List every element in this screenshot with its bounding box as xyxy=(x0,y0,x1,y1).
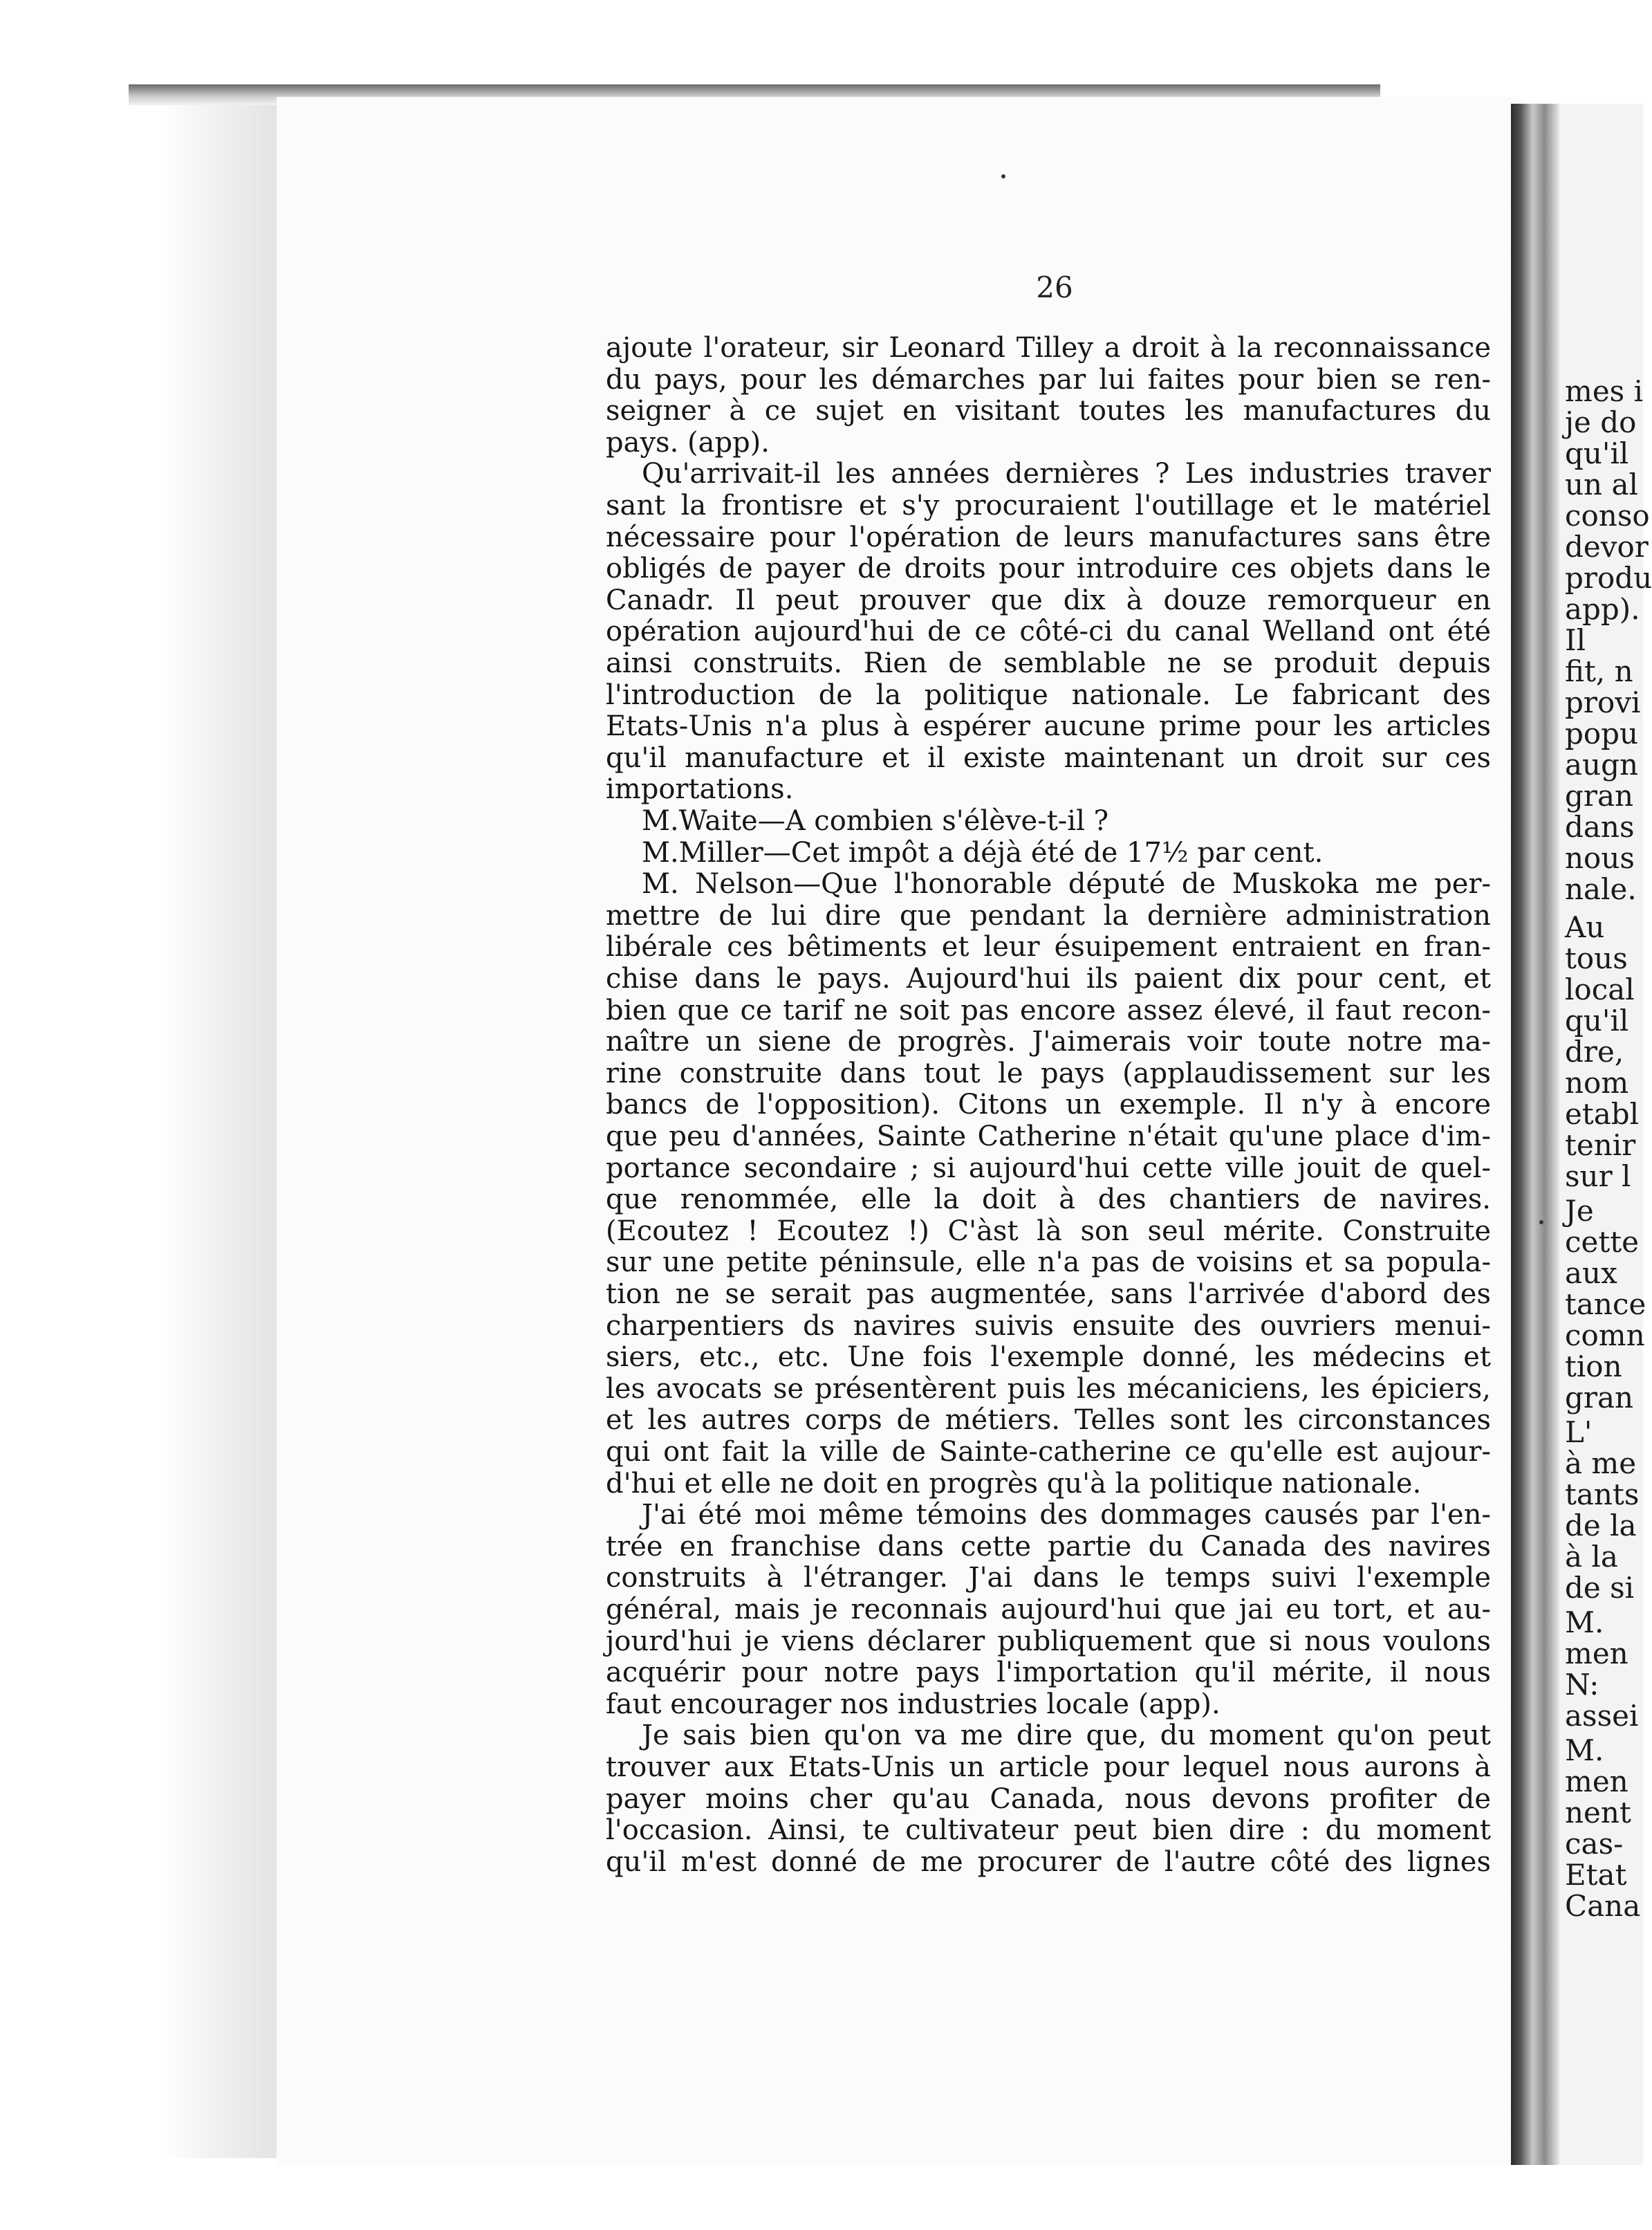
facing-text-fragment: nom xyxy=(1565,1066,1629,1100)
text-line: bancs de l'opposition). Citons un exemple. Il n'y à encore xyxy=(606,1089,1491,1121)
facing-text-fragment: nale. xyxy=(1565,872,1637,906)
text-line: l'introduction de la politique nationale. Le fabricant des xyxy=(606,679,1491,711)
facing-text-fragment: dre, xyxy=(1565,1035,1624,1069)
facing-text-fragment: fit, n xyxy=(1565,654,1633,688)
facing-text-fragment: M. xyxy=(1565,1605,1604,1639)
text-line: que renommée, elle la doit à des chantiers de navires. xyxy=(606,1183,1491,1215)
facing-text-fragment: assei xyxy=(1565,1699,1639,1733)
facing-text-fragment: tenir xyxy=(1565,1128,1636,1162)
text-line: sant la frontisre et s'y procuraient l'outillage et le matériel xyxy=(606,490,1491,522)
text-line: faut encourager nos industries locale (app). xyxy=(606,1688,1221,1720)
facing-text-fragment: de la xyxy=(1565,1509,1637,1542)
text-line: qui ont fait la ville de Sainte-catherine ce qu'elle est aujour- xyxy=(606,1436,1491,1468)
text-line: Canadr. Il peut prouver que dix à douze remorqueur en xyxy=(606,584,1491,616)
facing-text-fragment: à la xyxy=(1565,1540,1618,1574)
text-line: du pays, pour les démarches par lui faites pour bien se ren- xyxy=(606,364,1491,396)
text-line: d'hui et elle ne doit en progrès qu'à la politique nationale. xyxy=(606,1468,1422,1500)
left-page-edge xyxy=(111,104,284,2158)
facing-text-fragment: devor xyxy=(1565,530,1649,564)
facing-text-fragment: Au xyxy=(1565,910,1605,944)
facing-text-fragment: etabl xyxy=(1565,1097,1640,1131)
facing-text-fragment: un al xyxy=(1565,468,1638,501)
facing-text-fragment: mes i xyxy=(1565,374,1644,408)
text-line: seigner à ce sujet en visitant toutes les manufactures du xyxy=(606,395,1491,427)
facing-text-fragment: tance xyxy=(1565,1287,1646,1321)
text-line: charpentiers ds navires suivis ensuite des ouvriers menui- xyxy=(606,1310,1491,1342)
text-line: trée en franchise dans cette partie du Canada des navires xyxy=(606,1531,1491,1563)
facing-text-fragment: gran xyxy=(1565,779,1634,813)
facing-text-fragment: M. xyxy=(1565,1733,1604,1767)
text-line: opération aujourd'hui de ce côté-ci du canal Welland ont été xyxy=(606,616,1491,647)
text-line: M. Nelson—Que l'honorable député de Muskoka me per- xyxy=(642,868,1491,900)
facing-text-fragment: à me xyxy=(1565,1446,1637,1480)
text-line: qu'il m'est donné de me procurer de l'autre côté des lignes xyxy=(606,1846,1491,1878)
text-line: Je sais bien qu'on va me dire que, du moment qu'on peut xyxy=(642,1720,1491,1751)
text-line: J'ai été moi même témoins des dommages causés par l'en- xyxy=(642,1499,1491,1531)
facing-text-fragment: nous xyxy=(1565,841,1635,875)
text-line: M.Miller—Cet impôt a déjà été de 17½ par cent. xyxy=(642,837,1324,869)
facing-text-fragment: provi xyxy=(1565,685,1641,719)
text-line: rine construite dans tout le pays (applaudissement sur les xyxy=(606,1058,1491,1089)
facing-text-fragment: N: xyxy=(1565,1668,1599,1702)
text-line: les avocats se présentèrent puis les mécaniciens, les épiciers, xyxy=(606,1373,1491,1405)
facing-text-fragment: Il xyxy=(1565,623,1586,657)
text-line: Qu'arrivait-il les années dernières ? Les industries traver xyxy=(642,458,1491,490)
book-binding xyxy=(1511,104,1559,2165)
page-number: 26 xyxy=(1036,270,1073,304)
text-line: (Ecoutez ! Ecoutez !) C'àst là son seul mérite. Construite xyxy=(606,1215,1491,1247)
text-line: qu'il manufacture et il existe maintenant un droit sur ces xyxy=(606,742,1491,774)
text-line: libérale ces bêtiments et leur ésuipement entraient en fran- xyxy=(606,931,1491,963)
facing-text-fragment: qu'il xyxy=(1565,436,1629,470)
facing-text-fragment: je do xyxy=(1565,405,1637,439)
text-line: portance secondaire ; si aujourd'hui cette ville jouit de quel- xyxy=(606,1152,1491,1184)
facing-text-fragment: Je xyxy=(1565,1194,1594,1228)
facing-text-fragment: men xyxy=(1565,1637,1628,1670)
facing-text-fragment: L' xyxy=(1565,1415,1593,1449)
text-line: acquérir pour notre pays l'importation qu'il mérite, il nous xyxy=(606,1657,1491,1688)
facing-text-fragment: men xyxy=(1565,1764,1628,1798)
facing-text-fragment: conso xyxy=(1565,499,1650,533)
text-line: pays. (app). xyxy=(606,427,770,459)
text-line: et les autres corps de métiers. Telles sont les circonstances xyxy=(606,1404,1491,1436)
text-line: que peu d'années, Sainte Catherine n'était qu'une place d'im- xyxy=(606,1121,1491,1152)
text-line: Etats-Unis n'a plus à espérer aucune prime pour les articles xyxy=(606,710,1491,742)
text-line: nécessaire pour l'opération de leurs manufactures sans être xyxy=(606,522,1491,553)
scan-speck xyxy=(1001,174,1005,178)
facing-page xyxy=(1559,104,1652,2165)
text-line: M.Waite—A combien s'élève-t-il ? xyxy=(642,805,1109,837)
facing-text-fragment: nent xyxy=(1565,1796,1631,1830)
text-line: trouver aux Etats-Unis un article pour lequel nous aurons à xyxy=(606,1751,1491,1783)
text-line: chise dans le pays. Aujourd'hui ils paient dix pour cent, et xyxy=(606,963,1491,995)
text-line: construits à l'étranger. J'ai dans le temps suivi l'exemple xyxy=(606,1562,1491,1594)
text-line: ajoute l'orateur, sir Leonard Tilley a droit à la reconnaissance xyxy=(606,332,1491,364)
text-line: mettre de lui dire que pendant la dernière administration xyxy=(606,900,1491,932)
facing-text-fragment: tous xyxy=(1565,941,1628,975)
facing-text-fragment: sur l xyxy=(1565,1159,1631,1193)
facing-text-fragment: app). xyxy=(1565,592,1640,626)
text-line: général, mais je reconnais aujourd'hui que jai eu tort, et au- xyxy=(606,1594,1491,1625)
facing-text-fragment: cas- xyxy=(1565,1827,1624,1861)
text-line: siers, etc., etc. Une fois l'exemple donné, les médecins et xyxy=(606,1341,1491,1373)
facing-text-fragment: qu'il xyxy=(1565,1004,1629,1038)
facing-text-fragment: tion xyxy=(1565,1349,1622,1383)
facing-text-fragment: aux xyxy=(1565,1256,1617,1290)
facing-text-fragment: de si xyxy=(1565,1571,1635,1605)
facing-text-fragment: produ xyxy=(1565,561,1652,595)
text-line: importations. xyxy=(606,773,794,805)
facing-text-fragment: Etat xyxy=(1565,1858,1627,1892)
text-line: sur une petite péninsule, elle n'a pas de voisins et sa popula- xyxy=(606,1246,1491,1278)
text-line: tion ne se serait pas augmentée, sans l'arrivée d'abord des xyxy=(606,1278,1491,1310)
text-line: jourd'hui je viens déclarer publiquement que si nous voulons xyxy=(606,1625,1491,1657)
facing-text-fragment: gran xyxy=(1565,1381,1634,1415)
scan-speck xyxy=(1539,1220,1543,1224)
facing-text-fragment: dans xyxy=(1565,810,1635,844)
text-line: ainsi construits. Rien de semblable ne se produit depuis xyxy=(606,647,1491,679)
facing-text-fragment: popu xyxy=(1565,717,1639,750)
facing-text-fragment: comn xyxy=(1565,1318,1645,1352)
text-line: obligés de payer de droits pour introduire ces objets dans le xyxy=(606,553,1491,584)
text-line: l'occasion. Ainsi, te cultivateur peut bien dire : du moment xyxy=(606,1814,1491,1846)
text-line: bien que ce tarif ne soit pas encore assez élevé, il faut recon- xyxy=(606,995,1491,1026)
facing-text-fragment: augn xyxy=(1565,748,1639,782)
facing-text-fragment: cette xyxy=(1565,1225,1639,1259)
facing-text-fragment: local xyxy=(1565,973,1635,1006)
facing-text-fragment: tants xyxy=(1565,1477,1640,1511)
facing-text-fragment: Cana xyxy=(1565,1889,1641,1923)
text-line: payer moins cher qu'au Canada, nous devons profiter de xyxy=(606,1783,1491,1815)
text-line: naître un siene de progrès. J'aimerais voir toute notre ma- xyxy=(606,1026,1491,1058)
